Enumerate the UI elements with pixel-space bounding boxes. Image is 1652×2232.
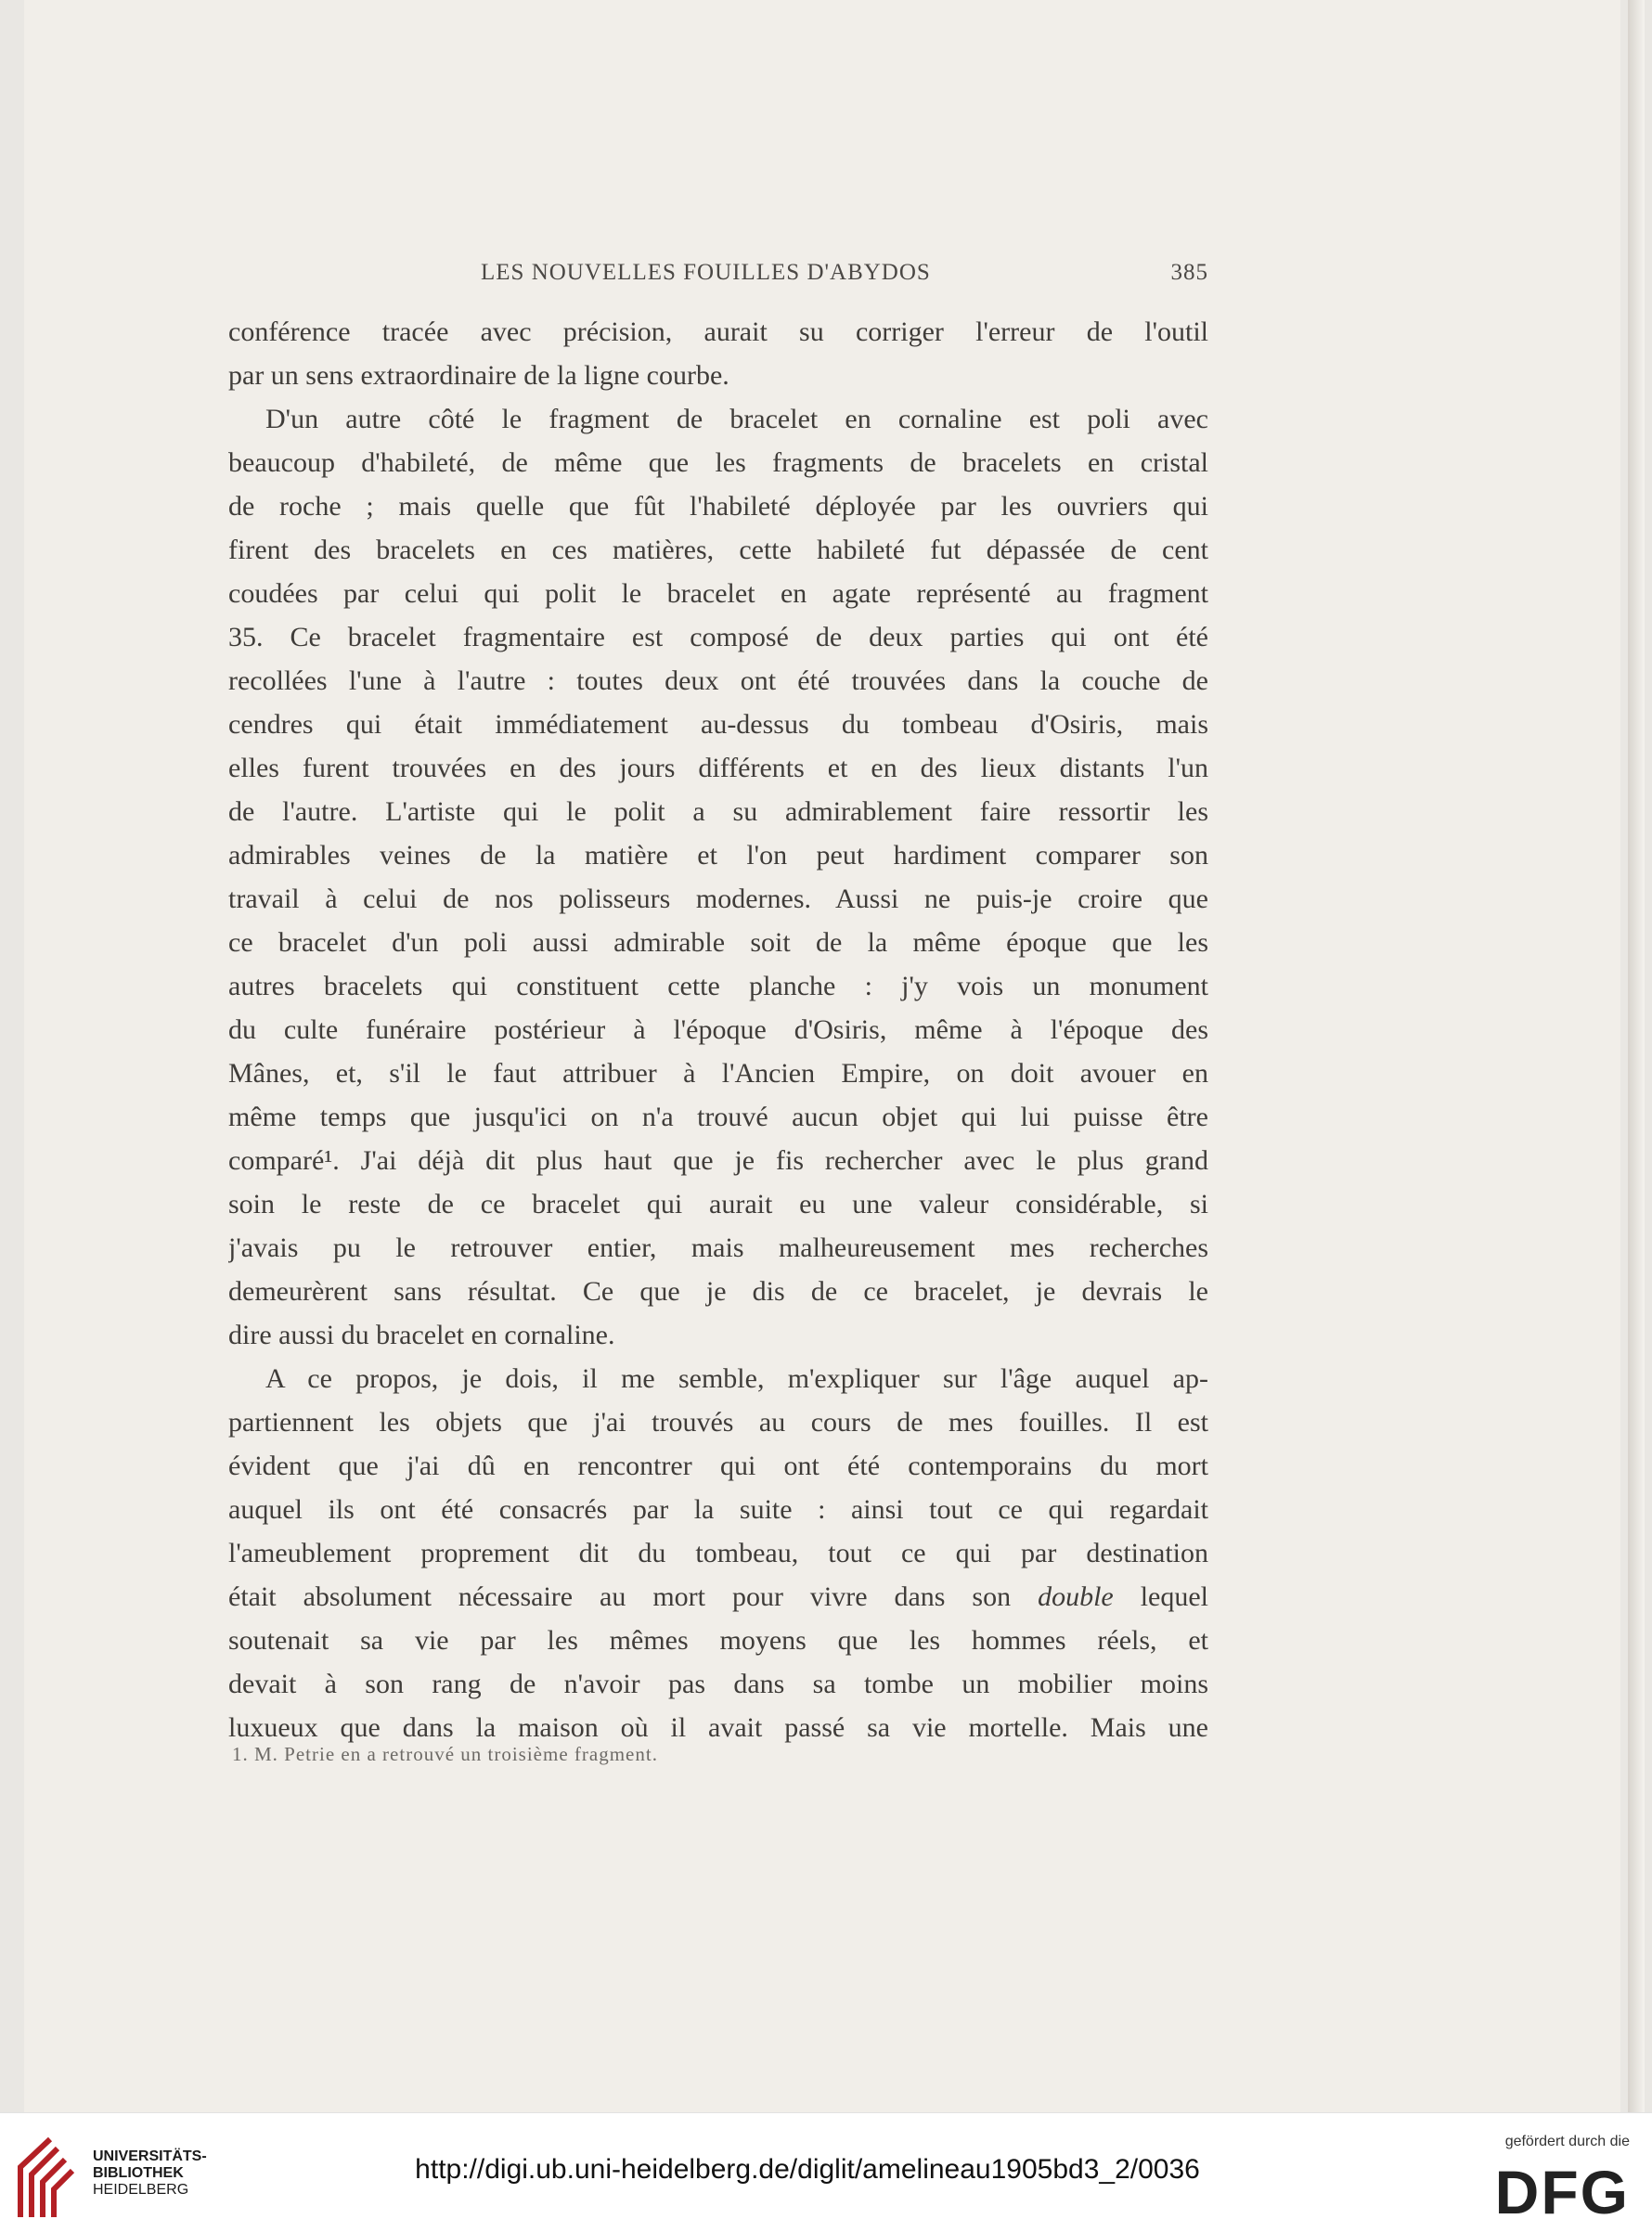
text-line: cendres qui était immédiatement au-dessus du tombeau d'Osiris, mais [228, 709, 1208, 740]
text-line: A ce propos, je dois, il me semble, m'expliquer sur l'âge auquel ap- [265, 1363, 1208, 1394]
text-line: j'avais pu le retrouver entier, mais malheureusement mes recherches [228, 1232, 1208, 1263]
text-line: soin le reste de ce bracelet qui aurait eu une valeur considérable, si [228, 1189, 1208, 1219]
text-line: comparé¹. J'ai déjà dit plus haut que je fis rechercher avec le plus grand [228, 1145, 1208, 1176]
text-line: soutenait sa vie par les mêmes moyens que les hommes réels, et [228, 1625, 1208, 1656]
text-segment: lequel [1140, 1581, 1208, 1612]
text-line: devait à son rang de n'avoir pas dans sa tombe un mobilier moins [228, 1669, 1208, 1699]
text-line: firent des bracelets en ces matières, cette habileté fut dépassée de cent [228, 535, 1208, 565]
running-head [230, 260, 1208, 291]
text-line: demeurèrent sans résultat. Ce que je dis de ce bracelet, je devrais le [228, 1276, 1208, 1307]
text-line: Mânes, et, s'il le faut attribuer à l'Ancien Empire, on doit avouer en [228, 1058, 1208, 1089]
library-name-line: BIBLIOTHEK [93, 2165, 184, 2181]
sponsor-note: gefördert durch die [1504, 2134, 1630, 2149]
italic-word: double [1038, 1581, 1114, 1612]
text-segment: était absolument nécessaire au mort pour vivre dans son [228, 1581, 1012, 1612]
text-line: ce bracelet d'un poli aussi admirable soit de la même époque que les [228, 927, 1208, 958]
library-name-line: HEIDELBERG [93, 2182, 189, 2198]
text-line: recollées l'une à l'autre : toutes deux ont été trouvées dans la couche de [228, 665, 1208, 696]
text-line [228, 1575, 1208, 1619]
library-logo-icon [13, 2132, 85, 2225]
text-line: du culte funéraire postérieur à l'époque d'Osiris, même à l'époque des [228, 1014, 1208, 1045]
text-line: elles furent trouvées en des jours différents et en des lieux distants l'un [228, 753, 1208, 783]
footnote: 1. M. Petrie en a retrouvé un troisième fragment. [232, 1743, 658, 1765]
text-line: auquel ils ont été consacrés par la suite : ainsi tout ce qui regardait [228, 1494, 1208, 1525]
text-line: l'ameublement proprement dit du tombeau, tout ce qui par destination [228, 1538, 1208, 1568]
page-edge [1628, 0, 1645, 2112]
text-line: évident que j'ai dû en rencontrer qui ont été contemporains du mort [228, 1451, 1208, 1481]
text-line: de roche ; mais quelle que fût l'habileté déployée par les ouvriers qui [228, 491, 1208, 522]
text-line: même temps que jusqu'ici on n'a trouvé aucun objet qui lui puisse être [228, 1102, 1208, 1132]
text-line: 35. Ce bracelet fragmentaire est composé de deux parties qui ont été [228, 622, 1208, 652]
text-line: de l'autre. L'artiste qui le polit a su admirablement faire ressortir les [228, 796, 1208, 827]
text-line: D'un autre côté le fragment de bracelet en cornaline est poli avec [265, 404, 1208, 434]
text-line: partiennent les objets que j'ai trouvés au cours de mes fouilles. Il est [228, 1407, 1208, 1438]
text-line: par un sens extraordinaire de la ligne courbe. [228, 360, 729, 391]
page-number: 385 [1170, 260, 1208, 285]
text-line: beaucoup d'habileté, de même que les fragments de bracelets en cristal [228, 447, 1208, 478]
text-line: dire aussi du bracelet en cornaline. [228, 1320, 615, 1350]
text-line: admirables veines de la matière et l'on peut hardiment comparer son [228, 840, 1208, 871]
body-text [228, 310, 1208, 1749]
dfg-logo: DFG [1494, 2158, 1630, 2226]
permalink-url[interactable]: http://digi.ub.uni-heidelberg.de/diglit/amelineau1905bd3_2/0036 [415, 2154, 1200, 2185]
viewer-footer [0, 2112, 1652, 2232]
library-name-line: UNIVERSITÄTS- [93, 2148, 207, 2164]
text-line: conférence tracée avec précision, aurait su corriger l'erreur de l'outil [228, 316, 1208, 347]
text-line: travail à celui de nos polisseurs modernes. Aussi ne puis-je croire que [228, 884, 1208, 914]
text-line: autres bracelets qui constituent cette planche : j'y vois un monument [228, 971, 1208, 1001]
text-line: coudées par celui qui polit le bracelet en agate représenté au fragment [228, 578, 1208, 609]
text-line: luxueux que dans la maison où il avait passé sa vie mortelle. Mais une [228, 1712, 1208, 1743]
library-name [93, 2148, 207, 2199]
running-title: LES NOUVELLES FOUILLES D'ABYDOS [481, 260, 931, 285]
